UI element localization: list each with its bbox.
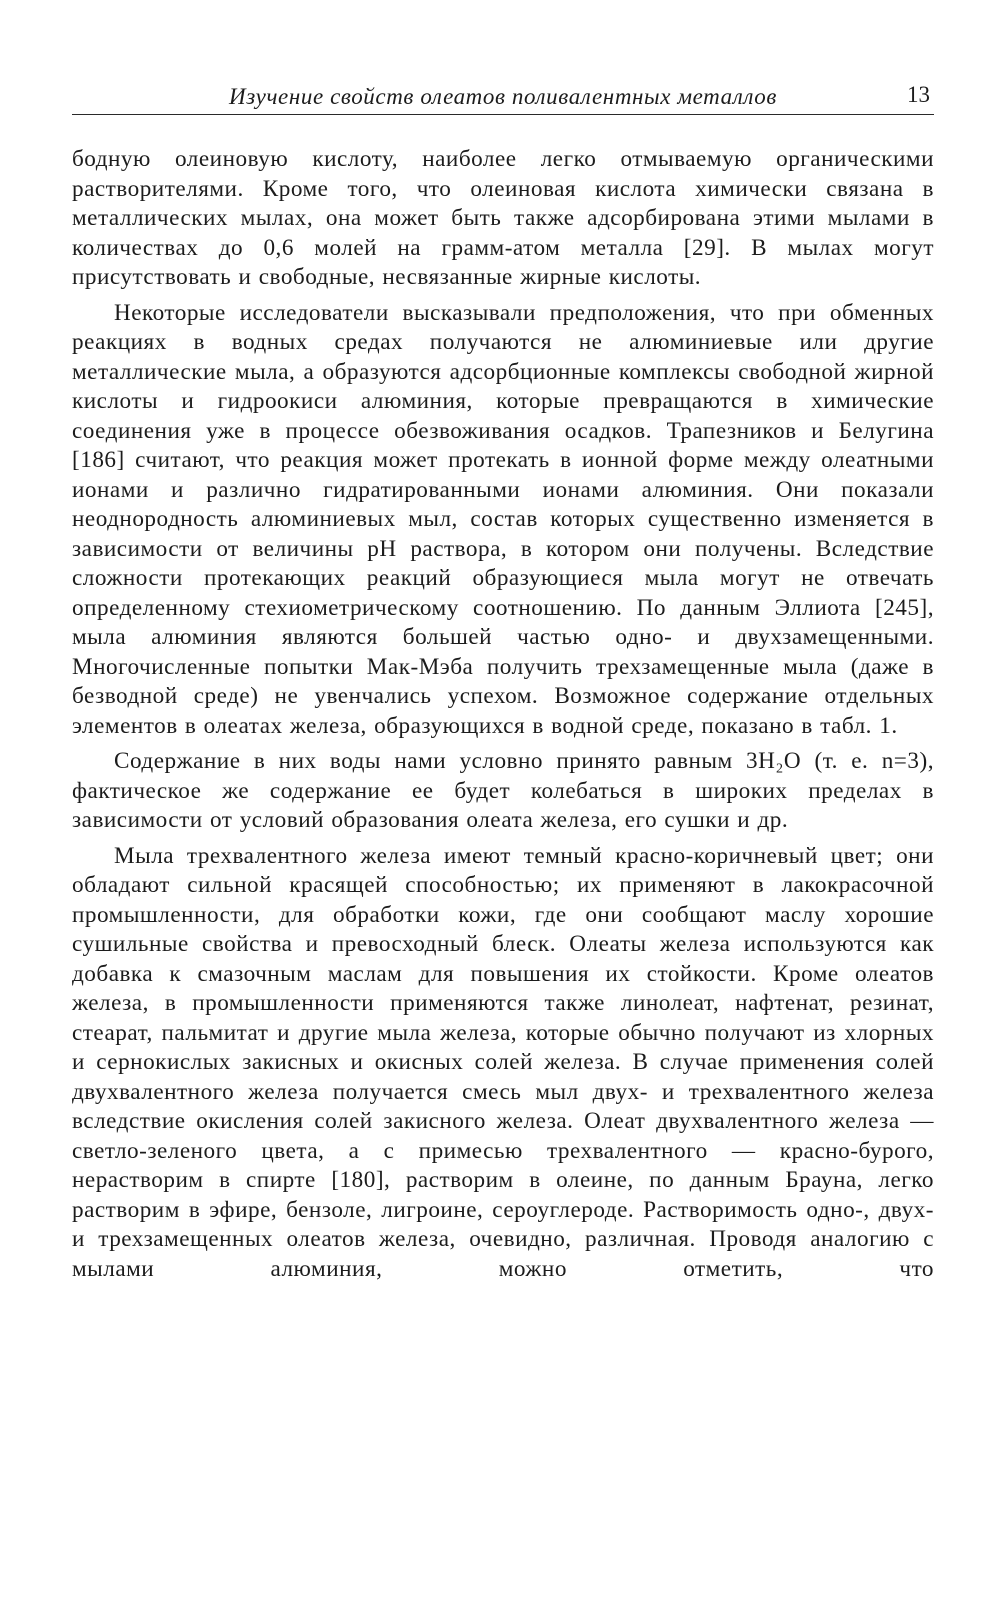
running-title: Изучение свойств олеатов поливалентных металлов — [229, 84, 777, 109]
paragraph-water-content: Содержание в них воды нами условно принято равным 3H₂O (т. е. n=3), фактическое же содержание ее будет колебаться в широких пределах в зависимости от условий образования олеата железа, его сушки и др. — [72, 748, 934, 833]
page-number: 13 — [907, 82, 930, 107]
paragraph-continuation: бодную олеиновую кислоту, наиболее легко отмываемую органическими растворителями. Кроме того, что олеиновая кислота химически связана в металлических мылах, она может быть также адсорбирована этими мылами в количествах до 0,6 молей на грамм-атом металла [29]. В мылах могут присутствовать и свободные, несвязанные жирные кислоты. — [72, 146, 934, 290]
body-text — [72, 145, 934, 1290]
paragraph-iron-soaps: Мыла трехвалентного железа имеют темный красно-коричневый цвет; они обладают сильной красящей способностью; их применяют в лакокрасочной промышленности, для обработки кожи, где они сообщают маслу хорошие сушильные свойства и превосходный блеск. Олеаты железа используются как добавка к смазочным маслам для повышения их стойкости. Кроме олеатов железа, в промышленности применяются также линолеат, нафтенат, резинат, стеарат, пальмитат и другие мыла железа, которые обычно получают из хлорных и сернокислых закисных и окисных солей железа. В случае применения солей двухвалентного железа получается смесь мыл двух- и трехвалентного железа вследствие окисления солей закисного железа. Олеат двухвалентного железа — светло-зеленого цвета, а с примесью трехвалентного — красно-бурого, нерастворим в спирте [180], растворим в олеине, по данным Брауна, легко растворим в эфире, бензоле, лигроине, сероуглероде. Растворимость одно-, двух- и трехзамещенных олеатов железа, очевидно, различная. Проводя аналогию с мылами алюминия, можно отметить, что — [72, 842, 934, 1282]
running-header — [72, 80, 934, 115]
paragraph-aluminum-soaps: Некоторые исследователи высказывали предположения, что при обменных реакциях в водных средах получаются не алюминиевые или другие металлические мыла, а образуются адсорбционные комплексы свободной жирной кислоты и гидроокиси алюминия, которые превращаются в химические соединения уже в процессе обезвоживания осадков. Трапезников и Белугина [186] считают, что реакция может протекать в ионной форме между олеатными ионами и различно гидратированными ионами алюминия. Они показали неоднородность алюминиевых мыл, состав которых существенно изменяется в зависимости от величины pH раствора, в котором они получены. Вследствие сложности протекающих реакций образующиеся мыла могут не отвечать определенному стехиометрическому соотношению. По данным Эллиота [245], мыла алюминия являются большей частью одно- и двухзамещенными. Многочисленные попытки Мак-Мэба получить трехзамещенные мыла (даже в безводной среде) не увенчались успехом. Возможное содержание отдельных элементов в олеатах железа, образующихся в водной среде, показано в табл. 1. — [72, 299, 934, 739]
